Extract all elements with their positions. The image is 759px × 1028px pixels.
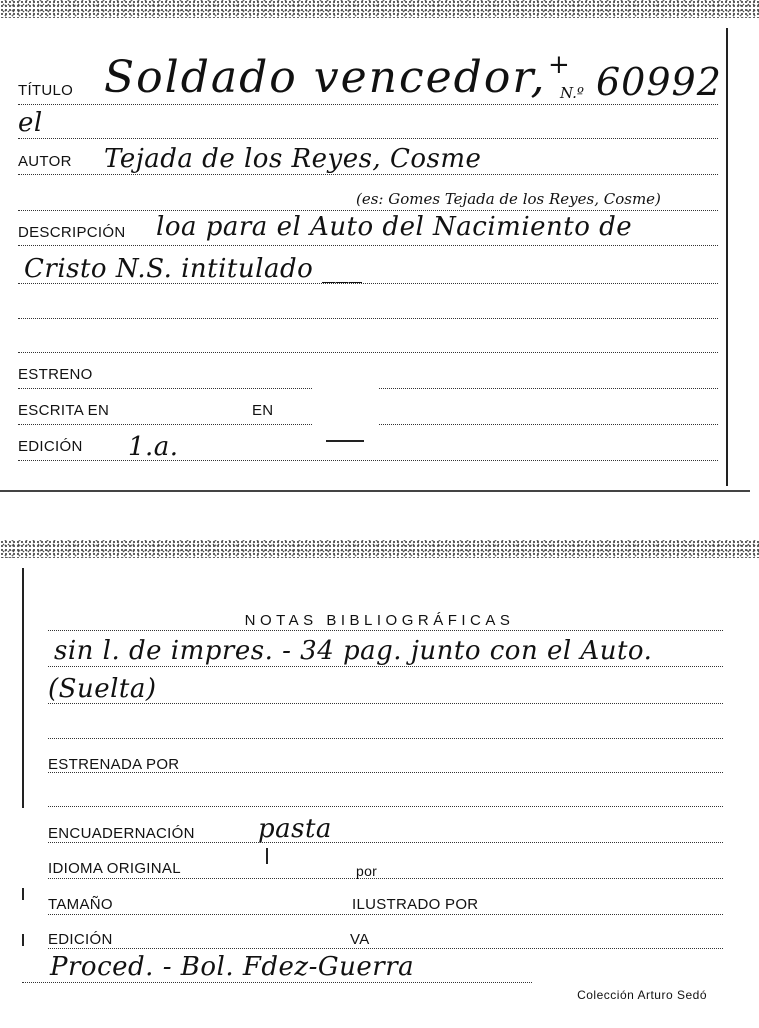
rule-edicion-bottom [48,948,723,949]
escrita-en-label: ESCRITA EN [18,402,110,419]
rule-notas-3 [48,738,723,739]
rule-tamano [48,914,723,915]
torn-edge-top [0,0,759,18]
edicion-value: 1.a. [128,432,179,462]
rule-descripcion [18,245,718,246]
cross-mark: + [548,50,571,80]
rule-notas-1 [48,666,723,667]
rule-edicion [18,460,718,461]
notas-heading: NOTAS BIBLIOGRÁFICAS [244,612,515,629]
collection-credit: Colección Arturo Sedó [577,988,707,1002]
left-tick-1 [22,888,24,900]
autor-label: AUTOR [18,153,72,170]
rule-notas-2 [48,703,723,704]
descripcion-label: DESCRIPCIÓN [18,224,126,241]
catalog-card-top [0,0,759,492]
rule-proced [22,982,532,983]
rule-autor-2 [18,210,718,211]
left-tick-2 [22,934,24,946]
edicion-bottom-label: EDICIÓN [48,931,113,948]
rule-descripcion-2 [18,283,718,284]
rule-autor [18,174,718,175]
notas-line1: sin l. de impres. - 34 pag. junto con el Auto. [54,636,653,666]
proced-value: Proced. - Bol. Fdez-Guerra [50,952,415,982]
en-label: EN [252,402,274,419]
rule-estrenada-2 [48,806,723,807]
torn-edge-bottom-card [0,540,759,558]
titulo-value: Soldado vencedor, [104,52,547,103]
rule-notas [48,630,723,631]
descripcion-line1: loa para el Auto del Nacimiento de [156,212,633,242]
notas-line2: (Suelta) [48,674,157,704]
rule-titulo-2 [18,138,718,139]
autor-note: (es: Gomes Tejada de los Reyes, Cosme) [356,190,661,208]
tamano-label: TAMAÑO [48,896,113,913]
mark-stroke [266,848,268,864]
stray-mark [326,440,364,442]
catalog-card-bottom [0,558,759,1028]
ilustrado-label: ILUSTRADO POR [352,896,479,913]
rule-descripcion-4 [18,352,718,353]
rule-estrenada [48,772,723,773]
number-value: 60992 [596,60,722,104]
autor-value: Tejada de los Reyes, Cosme [104,144,482,174]
por-label: por [356,863,378,879]
estreno-label: ESTRENO [18,366,93,383]
titulo-label: TÍTULO [18,82,74,99]
idioma-label: IDIOMA ORIGINAL [48,860,181,877]
card-bottom-border [0,490,750,492]
rule-encuadernacion [48,842,723,843]
rule-descripcion-3 [18,318,718,319]
rule-idioma [48,878,723,879]
number-prefix: N.º [560,84,584,102]
encuadernacion-value: pasta [258,814,332,844]
erased-area [312,380,378,432]
card-left-border [22,568,24,808]
card-right-border [726,28,728,486]
titulo-continuation: el [18,108,43,138]
descripcion-line2: Cristo N.S. intitulado ___ [24,254,363,284]
va-label: VA [350,931,370,948]
estrenada-label: ESTRENADA POR [48,756,180,773]
encuadernacion-label: ENCUADERNACIÓN [48,825,195,842]
edicion-label: EDICIÓN [18,438,83,455]
rule-titulo [18,104,718,105]
